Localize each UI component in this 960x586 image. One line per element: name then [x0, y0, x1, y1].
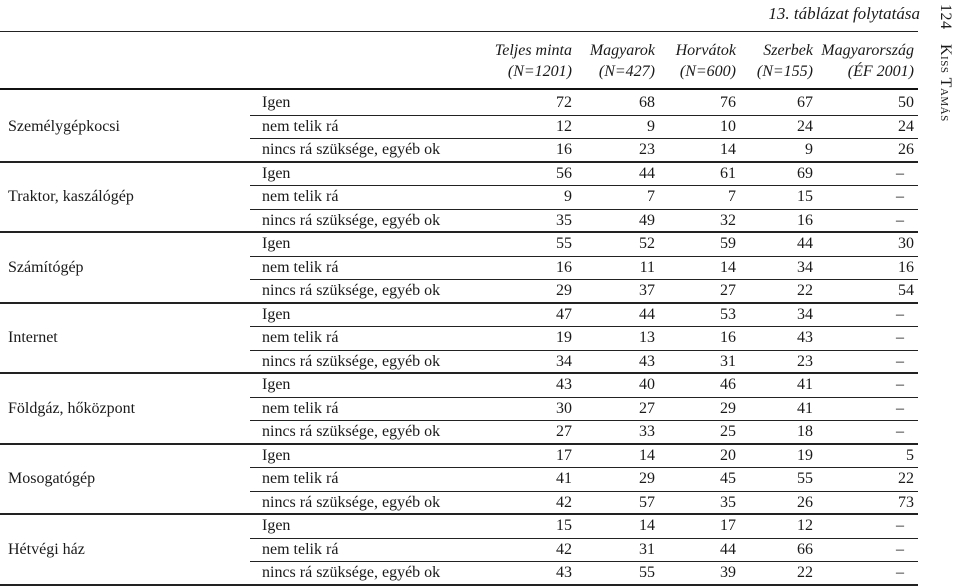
running-header [928, 4, 956, 204]
table-cell: – [896, 423, 904, 440]
category-label: Számítógép [8, 258, 84, 276]
table-cell: 19 [797, 446, 813, 464]
table-cell: 30 [898, 235, 914, 252]
table-cell: 34 [797, 258, 813, 276]
table-cell: 9 [805, 141, 813, 158]
column-header-line1: Horvátok [675, 42, 736, 59]
table-cell: – [896, 211, 904, 229]
table-cell: 26 [898, 141, 914, 158]
author-name: Kiss Tamás [937, 44, 954, 122]
table-cell: 10 [720, 117, 736, 135]
table-cell: 68 [639, 94, 655, 111]
table-cell: 42 [556, 493, 572, 511]
table-cell: 37 [639, 282, 655, 299]
table-cell: 66 [797, 540, 813, 558]
row-label: nincs rá szüksége, egyéb ok [262, 493, 441, 511]
row-label: nem telik rá [262, 470, 339, 487]
table-cell: 16 [556, 258, 572, 276]
column-header [676, 40, 736, 82]
table-cell: – [896, 352, 904, 370]
table-cell: 40 [639, 376, 655, 393]
table-cell: 53 [720, 305, 736, 323]
table-cell: 27 [639, 399, 655, 417]
column-header-line2: (N=427) [598, 63, 655, 80]
category-label: Hétvégi ház [8, 540, 85, 558]
table-cell: 18 [797, 423, 813, 440]
table-cell: 26 [797, 493, 813, 511]
row-label: nem telik rá [262, 258, 339, 276]
table-cell: 54 [898, 282, 914, 299]
table-cell: 57 [639, 493, 655, 511]
table-cell: 24 [898, 117, 914, 135]
table-row [0, 373, 918, 397]
table-cell: 55 [797, 470, 813, 487]
table-cell: 44 [639, 305, 655, 323]
table-row [0, 256, 918, 280]
table-cell: 61 [720, 164, 736, 182]
table-cell: 59 [720, 235, 736, 252]
column-header [590, 40, 655, 82]
table-cell: 49 [639, 211, 655, 229]
table-cell: 17 [556, 446, 572, 464]
category-label: Internet [8, 329, 58, 346]
table-row [0, 185, 918, 209]
table-cell: 67 [797, 94, 813, 111]
table-cell: 43 [639, 352, 655, 370]
table-cell: 34 [556, 352, 572, 370]
column-header [757, 40, 813, 82]
table-row [0, 232, 918, 256]
table-row [0, 303, 918, 327]
row-label: nem telik rá [262, 117, 339, 135]
table-row [0, 491, 918, 515]
table-row [0, 115, 918, 139]
table-cell: – [896, 329, 904, 346]
table-cell: 30 [556, 399, 572, 417]
row-label: Igen [262, 376, 291, 393]
table-cell: 35 [720, 493, 736, 511]
table-cell: – [896, 376, 904, 393]
table-cell: 9 [647, 117, 655, 135]
page-number: 124 [937, 4, 954, 30]
table-cell: – [896, 305, 904, 323]
table-cell: 11 [639, 258, 655, 276]
table-cell: – [896, 564, 904, 581]
table-row [0, 162, 918, 186]
table-cell: 31 [639, 540, 655, 558]
table-cell: 42 [556, 540, 572, 558]
table-cell: – [896, 188, 904, 205]
table-caption: 13. táblázat folytatása [768, 4, 920, 23]
column-header-line1: Magyarok [589, 42, 655, 59]
table-cell: 24 [797, 117, 813, 135]
column-header-line1: Magyarország [821, 42, 914, 59]
table-cell: 5 [906, 446, 914, 464]
category-label: Földgáz, hőközpont [8, 399, 136, 417]
table-cell: 32 [720, 211, 736, 229]
table-cell: 20 [720, 446, 736, 464]
table-cell: 45 [720, 470, 736, 487]
row-label: nem telik rá [262, 399, 339, 417]
table-cell: 41 [797, 399, 813, 417]
column-header-line2: (N=1201) [507, 63, 572, 80]
table-cell: 29 [720, 399, 736, 417]
category-label: Mosogatógép [8, 470, 96, 487]
group-divider [0, 584, 918, 586]
row-label: nincs rá szüksége, egyéb ok [262, 141, 441, 158]
table-cell: 73 [898, 493, 914, 511]
table-cell: 14 [639, 517, 655, 534]
table-cell: 12 [556, 117, 572, 135]
table-cell: 29 [639, 470, 655, 487]
top-rule [0, 31, 918, 32]
table-row [0, 138, 918, 162]
table-cell: – [896, 540, 904, 558]
table-row [0, 420, 918, 444]
table-row [0, 538, 918, 562]
table-row [0, 279, 918, 303]
table-row [0, 209, 918, 233]
row-label: nincs rá szüksége, egyéb ok [262, 564, 441, 581]
table-cell: 12 [797, 517, 813, 534]
table-cell: – [896, 164, 904, 182]
table-cell: 19 [556, 329, 572, 346]
column-header-line2: (ÉF 2001) [847, 63, 914, 80]
table-cell: 9 [564, 188, 572, 205]
table-cell: 50 [898, 94, 914, 111]
table-cell: 16 [556, 141, 572, 158]
header-rule [0, 88, 918, 90]
table-cell: 46 [720, 376, 736, 393]
table-cell: 56 [556, 164, 572, 182]
table-cell: 14 [720, 258, 736, 276]
table-cell: 44 [720, 540, 736, 558]
table-row [0, 514, 918, 538]
column-header [495, 40, 572, 82]
table-row [0, 350, 918, 374]
table-cell: 76 [720, 94, 736, 111]
row-label: nem telik rá [262, 540, 339, 558]
table-cell: 7 [728, 188, 736, 205]
table-row [0, 444, 918, 468]
table-cell: 22 [898, 470, 914, 487]
table-row [0, 561, 918, 585]
table-cell: 29 [556, 282, 572, 299]
table-row [0, 326, 918, 350]
row-label: Igen [262, 446, 291, 464]
table-cell: 16 [898, 258, 914, 276]
table-cell: 55 [556, 235, 572, 252]
table-row [0, 467, 918, 491]
table-cell: 15 [797, 188, 813, 205]
row-label: nincs rá szüksége, egyéb ok [262, 282, 441, 299]
table-cell: 72 [556, 94, 572, 111]
table-cell: 14 [639, 446, 655, 464]
table-cell: 43 [556, 564, 572, 581]
table-cell: 33 [639, 423, 655, 440]
table-cell: 27 [556, 423, 572, 440]
table-cell: 17 [720, 517, 736, 534]
table-cell: 52 [639, 235, 655, 252]
column-header-line1: Teljes minta [494, 42, 572, 59]
table-cell: 44 [797, 235, 813, 252]
row-label: nincs rá szüksége, egyéb ok [262, 423, 441, 440]
table-row [0, 91, 918, 115]
table-cell: 47 [556, 305, 572, 323]
table-cell: 55 [639, 564, 655, 581]
table-cell: 31 [720, 352, 736, 370]
category-label: Személygépkocsi [8, 117, 120, 135]
table-cell: 41 [797, 376, 813, 393]
row-label: Igen [262, 94, 291, 111]
table-cell: 25 [720, 423, 736, 440]
table-cell: – [896, 517, 904, 534]
table-cell: 23 [639, 141, 655, 158]
column-header-line2: (N=600) [679, 63, 736, 80]
row-label: nem telik rá [262, 188, 339, 205]
row-label: Igen [262, 517, 291, 534]
table-row [0, 397, 918, 421]
table-cell: 41 [556, 470, 572, 487]
table-cell: 34 [797, 305, 813, 323]
table-cell: 35 [556, 211, 572, 229]
row-label: nincs rá szüksége, egyéb ok [262, 211, 441, 229]
table-cell: 16 [797, 211, 813, 229]
table-cell: 44 [639, 164, 655, 182]
column-header [821, 40, 914, 82]
table-cell: 22 [797, 282, 813, 299]
row-label: Igen [262, 164, 291, 182]
table-cell: 27 [720, 282, 736, 299]
table-cell: 43 [797, 329, 813, 346]
table-cell: 13 [639, 329, 655, 346]
row-label: nem telik rá [262, 329, 339, 346]
table-cell: 14 [720, 141, 736, 158]
table-cell: 7 [647, 188, 655, 205]
row-label: Igen [262, 305, 291, 323]
table-cell: 22 [797, 564, 813, 581]
table-cell: 69 [797, 164, 813, 182]
table-cell: 43 [556, 376, 572, 393]
table-cell: 23 [797, 352, 813, 370]
table-cell: 16 [720, 329, 736, 346]
row-label: Igen [262, 235, 291, 252]
column-header-line1: Szerbek [763, 42, 813, 59]
table-cell: 39 [720, 564, 736, 581]
column-header-line2: (N=155) [756, 63, 813, 80]
row-label: nincs rá szüksége, egyéb ok [262, 352, 441, 370]
table-cell: 15 [556, 517, 572, 534]
table-cell: – [896, 399, 904, 417]
category-label: Traktor, kaszálógép [8, 188, 134, 205]
